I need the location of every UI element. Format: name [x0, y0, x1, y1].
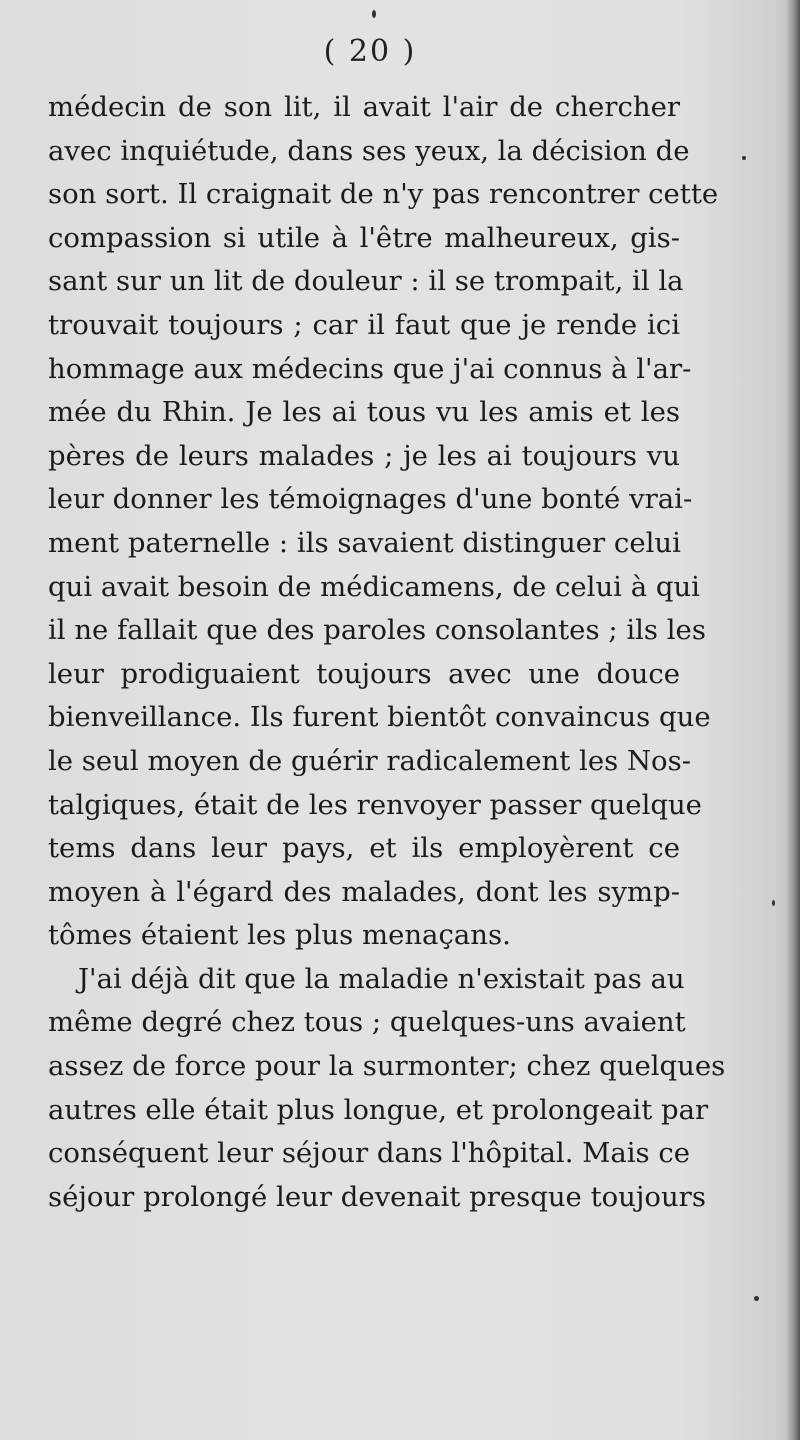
text-line: bienveillance. Ils furent bientôt convaincus que — [48, 701, 711, 734]
text-line: talgiques, était de les renvoyer passer quelque — [48, 788, 702, 821]
text-line: tômes étaient les plus menaçans. — [48, 919, 511, 952]
paper-speck — [372, 10, 376, 18]
page-number: ( 20 ) — [323, 34, 417, 69]
text-line: leur donner les témoignages d'une bonté vrai- — [48, 483, 693, 516]
text-line: médecin de son lit, il avait l'air de chercher — [48, 91, 680, 123]
text-line: même degré chez tous ; quelques-uns avaient — [48, 1006, 686, 1039]
text-line: ment paternelle : ils savaient distinguer celui — [48, 526, 681, 559]
text-line: mée du Rhin. Je les ai tous vu les amis et les — [48, 396, 680, 429]
text-line: moyen à l'égard des malades, dont les symp- — [48, 875, 680, 908]
text-line: sant sur un lit de douleur : il se trompait, il la — [48, 265, 684, 298]
text-line: tems dans leur pays, et ils employèrent ce — [48, 832, 680, 865]
body-text — [48, 86, 726, 1219]
text-line: autres elle était plus longue, et prolongeait par — [48, 1093, 709, 1126]
text-line: leur prodiguaient toujours avec une douce — [48, 657, 680, 690]
text-line: son sort. Il craignait de n'y pas rencontrer cette — [48, 178, 719, 211]
page-edge-shadow — [786, 0, 800, 1440]
text-line: assez de force pour la surmonter; chez quelques — [48, 1050, 726, 1083]
text-line: compassion si utile à l'être malheureux, gis- — [48, 221, 680, 254]
paper-speck — [742, 156, 746, 160]
text-line: le seul moyen de guérir radicalement les Nos- — [48, 744, 691, 777]
paper-speck — [754, 1296, 759, 1301]
text-line: avec inquiétude, dans ses yeux, la décision de — [48, 134, 690, 167]
text-line: J'ai déjà dit que la maladie n'existait pas au — [78, 962, 685, 995]
text-line: qui avait besoin de médicamens, de celui à qui — [48, 570, 700, 603]
text-line: séjour prolongé leur devenait presque toujours — [48, 1180, 706, 1213]
text-line: conséquent leur séjour dans l'hôpital. Mais ce — [48, 1137, 691, 1170]
text-line: il ne fallait que des paroles consolantes ; ils les — [48, 614, 706, 647]
paper-speck — [772, 900, 775, 906]
text-line: trouvait toujours ; car il faut que je rende ici — [48, 308, 680, 341]
text-line: pères de leurs malades ; je les ai toujours vu — [48, 439, 680, 472]
text-line: hommage aux médecins que j'ai connus à l'ar- — [48, 352, 692, 385]
